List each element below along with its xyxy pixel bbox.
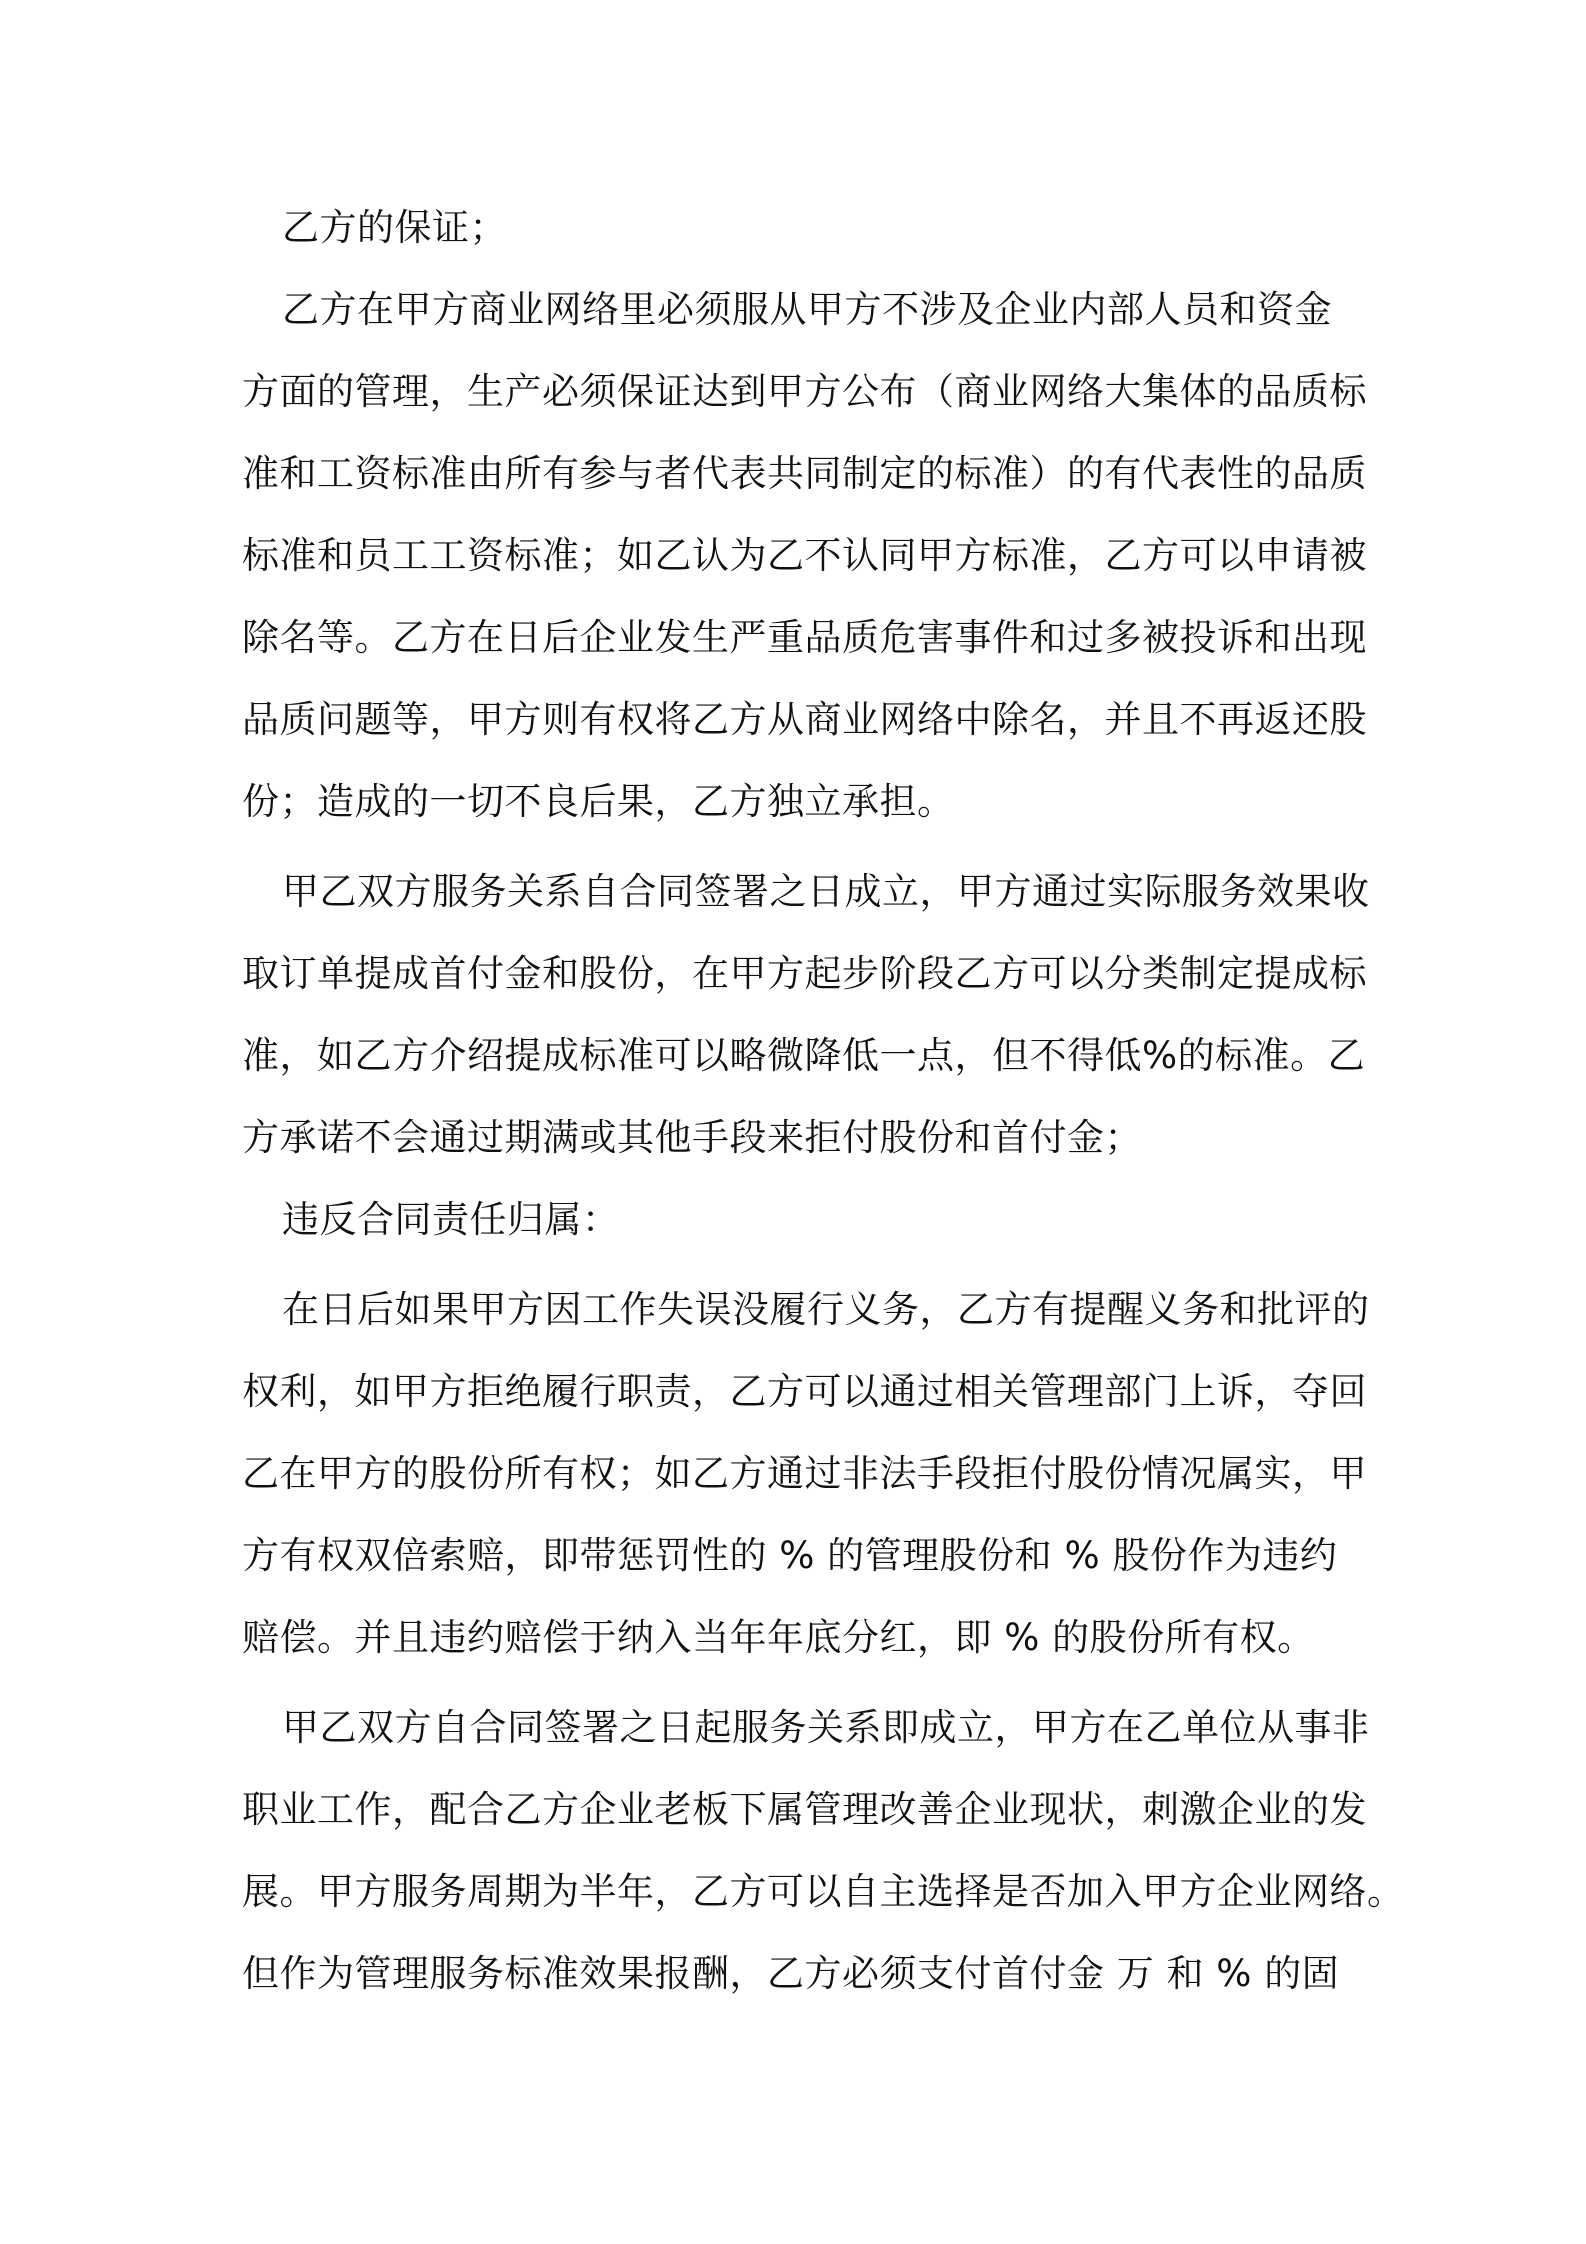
- paragraph-line: 甲乙双方自合同签署之日起服务关系即成立，甲方在乙单位从事非: [282, 1706, 1370, 1749]
- paragraph-line: 权利，如甲方拒绝履行职责，乙方可以通过相关管理部门上诉，夺回: [242, 1370, 1367, 1413]
- paragraph-line: 准和工资标准由所有参与者代表共同制定的标准）的有代表性的品质: [242, 452, 1367, 495]
- paragraph-line: 品质问题等，甲方则有权将乙方从商业网络中除名，并且不再返还股: [242, 698, 1367, 741]
- heading-guarantee: 乙方的保证；: [282, 206, 507, 249]
- paragraph-line: 在日后如果甲方因工作失误没履行义务，乙方有提醒义务和批评的: [282, 1288, 1370, 1331]
- paragraph-line: 标准和员工工资标准；如乙认为乙不认同甲方标准，乙方可以申请被: [242, 534, 1367, 577]
- paragraph-line: 方面的管理，生产必须保证达到甲方公布（商业网络大集体的品质标: [242, 370, 1367, 413]
- heading-breach-liability: 违反合同责任归属：: [282, 1198, 620, 1241]
- paragraph-line: 份；造成的一切不良后果，乙方独立承担。: [242, 780, 955, 823]
- paragraph-line: 取订单提成首付金和股份，在甲方起步阶段乙方可以分类制定提成标: [242, 952, 1367, 995]
- paragraph-line: 除名等。乙方在日后企业发生严重品质危害事件和过多被投诉和出现: [242, 616, 1367, 659]
- paragraph-line: 准，如乙方介绍提成标准可以略微降低一点，但不得低%的标准。乙: [242, 1034, 1366, 1077]
- paragraph-line: 乙方在甲方商业网络里必须服从甲方不涉及企业内部人员和资金: [282, 288, 1332, 331]
- paragraph-line: 但作为管理服务标准效果报酬，乙方必须支付首付金 万 和 % 的固: [242, 1952, 1340, 1995]
- paragraph-line: 方有权双倍索赔，即带惩罚性的 % 的管理股份和 % 股份作为违约: [242, 1534, 1338, 1577]
- paragraph-line: 展。甲方服务周期为半年，乙方可以自主选择是否加入甲方企业网络。: [242, 1870, 1405, 1913]
- paragraph-line: 职业工作，配合乙方企业老板下属管理改善企业现状，刺激企业的发: [242, 1788, 1367, 1831]
- paragraph-line: 赔偿。并且违约赔偿于纳入当年年底分红，即 % 的股份所有权。: [242, 1616, 1315, 1659]
- paragraph-line: 乙在甲方的股份所有权；如乙方通过非法手段拒付股份情况属实，甲: [242, 1452, 1367, 1495]
- paragraph-line: 甲乙双方服务关系自合同签署之日成立，甲方通过实际服务效果收: [282, 870, 1370, 913]
- paragraph-line: 方承诺不会通过期满或其他手段来拒付股份和首付金；: [242, 1116, 1142, 1159]
